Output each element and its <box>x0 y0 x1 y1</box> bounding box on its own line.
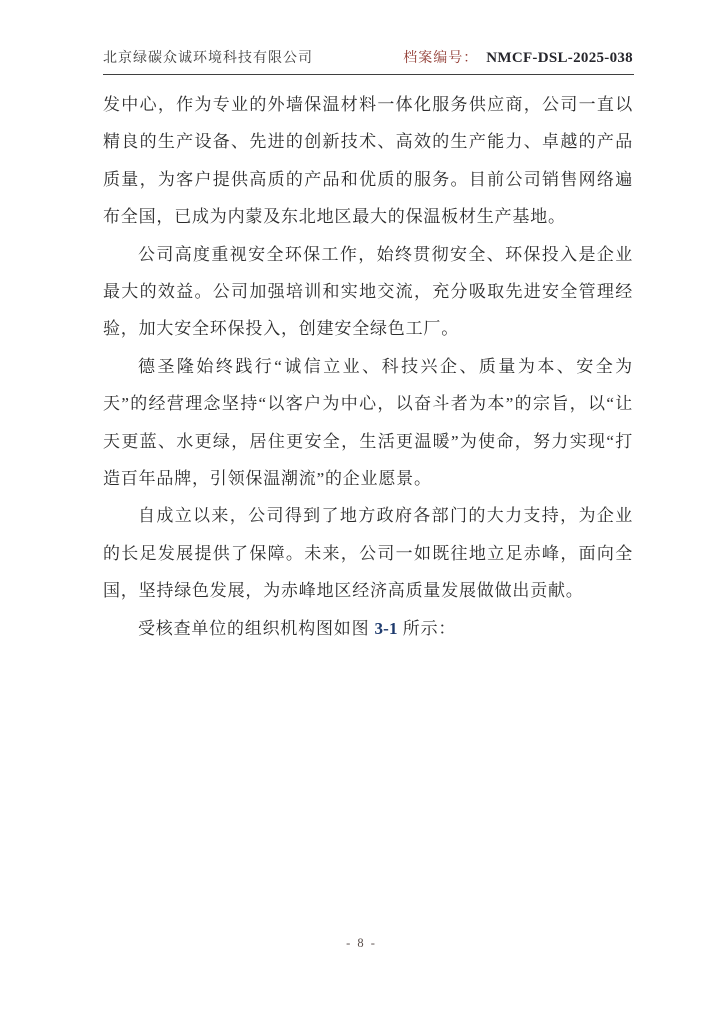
doc-number-label: 档案编号： <box>403 51 479 66</box>
paragraph-company-intro: 发中心，作为专业的外墙保温材料一体化服务供应商，公司一直以精良的生产设备、先进的创新技术、高效的生产能力、卓越的产品质量，为客户提供高质的产品和优质的服务。目前公司销售网络遍布全国，已成为内蒙及东北地区最大的保温板材生产基地。 <box>103 95 633 227</box>
paragraph-safety-environment: 公司高度重视安全环保工作，始终贯彻安全、环保投入是企业最大的效益。公司加强培训和实地交流，充分吸取先进安全管理经验，加大安全环保投入，创建安全绿色工厂。 <box>103 244 633 339</box>
company-name: 北京绿碳众诚环境科技有限公司 <box>103 51 313 66</box>
header-rule <box>103 74 634 75</box>
page-header <box>103 47 633 67</box>
paragraph-figure-reference <box>103 610 633 647</box>
figure-sentence-suffix: 所示： <box>397 618 457 638</box>
doc-number-value: NMCF-DSL-2025-038 <box>486 50 633 66</box>
document-body <box>103 86 633 647</box>
page-number: - 8 - <box>346 936 377 950</box>
figure-ref: 3-1 <box>374 618 398 638</box>
figure-sentence-prefix: 受核查单位的组织机构图如图 <box>138 618 375 638</box>
page-footer <box>0 934 723 952</box>
doc-number-group <box>403 47 633 67</box>
paragraph-future-outlook: 自成立以来，公司得到了地方政府各部门的大力支持，为企业的长足发展提供了保障。未来，公司一如既往地立足赤峰，面向全国，坚持绿色发展，为赤峰地区经济高质量发展做做出贡献。 <box>103 506 633 601</box>
paragraph-business-philosophy: 德圣隆始终践行“诚信立业、科技兴企、质量为本、安全为天”的经营理念坚持“以客户为中心，以奋斗者为本”的宗旨，以“让天更蓝、水更绿，居住更安全，生活更温暖”为使命，努力实现“打造百年品牌，引领保温潮流”的企业愿景。 <box>103 356 633 489</box>
